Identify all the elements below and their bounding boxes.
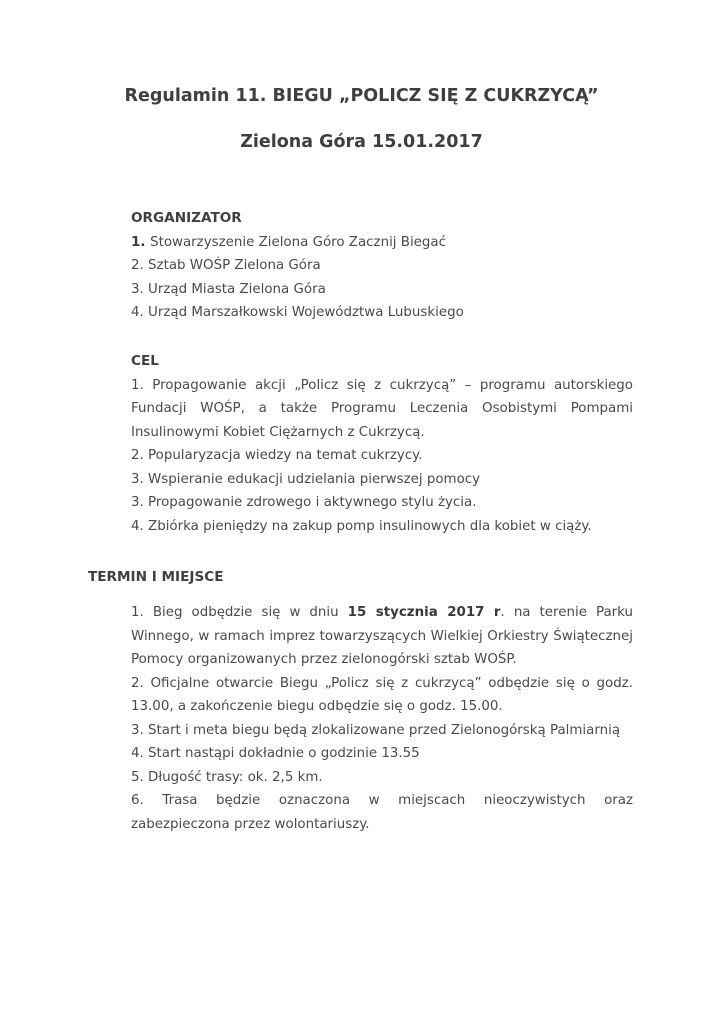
document-subtitle: Zielona Góra 15.01.2017 bbox=[240, 132, 483, 152]
section-organizator bbox=[131, 207, 633, 325]
list-item: 3. Start i meta biegu będą zlokalizowane przed Zielonogórską Palmiarnią bbox=[131, 722, 621, 738]
list-item: 4. Zbiórka pieniędzy na zakup pomp insulinowych dla kobiet w ciąży. bbox=[131, 518, 592, 534]
list-item: 3. Propagowanie zdrowego i aktywnego stylu życia. bbox=[131, 495, 477, 510]
list-item: 3. Urząd Miasta Zielona Góra bbox=[131, 281, 326, 297]
document-title: Regulamin 11. BIEGU „POLICZ SIĘ Z CUKRZYCĄ” bbox=[124, 86, 599, 106]
list-item-line: 1. Bieg odbędzie się w dniu 15 stycznia 2017 r. na terenie Parku bbox=[131, 605, 633, 620]
list-item-line: zabezpieczona przez wolontariuszy. bbox=[131, 816, 370, 832]
section-heading-cel: CEL bbox=[131, 353, 159, 369]
list-item-line: Winnego, w ramach imprez towarzyszących Wielkiej Orkiestry Świątecznej bbox=[131, 628, 633, 644]
list-item-line: 13.00, a zakończenie biegu odbędzie się o godz. 15.00. bbox=[131, 699, 503, 714]
list-item-line: 2. Oficjalne otwarcie Biegu „Policz się z cukrzycą” odbędzie się o godz. bbox=[131, 675, 633, 691]
list-item: 4. Urząd Marszałkowski Województwa Lubuskiego bbox=[131, 305, 464, 320]
section-heading-termin: TERMIN I MIEJSCE bbox=[88, 569, 224, 585]
list-item-line: 1. Propagowanie akcji „Policz się z cukrzycą” – programu autorskiego bbox=[131, 377, 633, 393]
list-item: 3. Wspieranie edukacji udzielania pierwszej pomocy bbox=[131, 471, 481, 487]
list-item: 5. Długość trasy: ok. 2,5 km. bbox=[131, 769, 323, 785]
list-item: 2. Popularyzacja wiedzy na temat cukrzycy. bbox=[131, 448, 423, 463]
list-item-line: Pomocy organizowanych przez zielonogórski sztab WOŚP. bbox=[131, 652, 517, 667]
section-cel bbox=[131, 350, 633, 538]
list-item: 2. Sztab WOŚP Zielona Góra bbox=[131, 258, 321, 273]
list-item-line: 6. Trasa będzie oznaczona w miejscach nieoczywistych oraz bbox=[131, 793, 633, 808]
list-item: 4. Start nastąpi dokładnie o godzinie 13.55 bbox=[131, 746, 420, 761]
list-item-line: Fundacji WOŚP, a także Programu Leczenia Osobistymi Pompami bbox=[131, 401, 633, 416]
list-item: 1. Stowarzyszenie Zielona Góro Zacznij Biegać bbox=[131, 234, 446, 250]
section-heading-organizator: ORGANIZATOR bbox=[131, 210, 242, 226]
section-termin bbox=[131, 601, 633, 836]
list-item-line: Insulinowymi Kobiet Ciężarnych z Cukrzycą. bbox=[131, 424, 425, 440]
